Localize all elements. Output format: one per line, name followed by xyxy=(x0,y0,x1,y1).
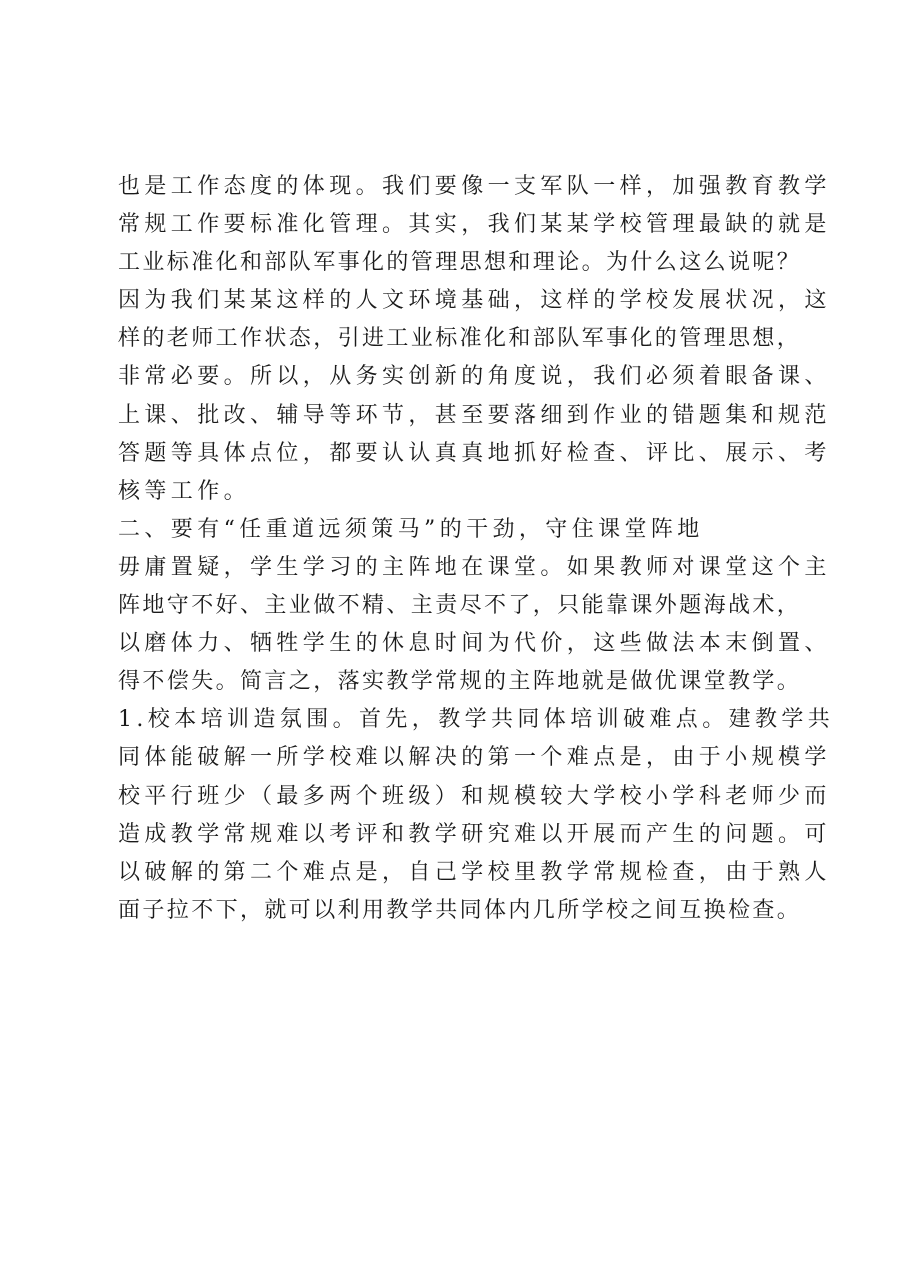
text-line: 得不偿失。简言之，落实教学常规的主阵地就是做优课堂教学。 xyxy=(118,669,802,695)
text-line: 因为我们某某这样的人文环境基础，这样的学校发展状况，这 xyxy=(118,288,831,314)
text-line: 毋庸置疑，学生学习的主阵地在课堂。如果教师对课堂这个主 xyxy=(118,554,831,580)
text-line: 答题等具体点位，都要认认真真地抓好检查、评比、展示、考 xyxy=(118,440,831,466)
text-line: 阵地守不好、主业做不精、主责尽不了，只能靠课外题海战术， xyxy=(118,593,802,619)
text-line: 造成教学常规难以考评和教学研究难以开展而产生的问题。可 xyxy=(118,821,831,847)
text-line: 非常必要。所以，从务实创新的角度说，我们必须着眼备课、 xyxy=(118,364,831,390)
text-line: 也是工作态度的体现。我们要像一支军队一样，加强教育教学 xyxy=(118,174,831,199)
text-line: 上课、批改、辅导等环节，甚至要落细到作业的错题集和规范 xyxy=(118,402,831,428)
text-line: 同体能破解一所学校难以解决的第一个难点是，由于小规模学 xyxy=(118,745,831,771)
text-line: 样的老师工作状态，引进工业标准化和部队军事化的管理思想， xyxy=(118,326,802,352)
text-line: 以磨体力、牺牲学生的休息时间为代价，这些做法本末倒置、 xyxy=(118,631,831,657)
text-line: 工业标准化和部队军事化的管理思想和理论。为什么这么说呢？ xyxy=(118,250,802,276)
section-heading: 二、要有“任重道远须策马”的干劲，守住课堂阵地 xyxy=(118,516,704,542)
text-line: 面子拉不下，就可以利用教学共同体内几所学校之间互换检查。 xyxy=(118,897,802,923)
subsection-line: 1.校本培训造氛围。首先，教学共同体培训破难点。建教学共 xyxy=(118,707,835,733)
text-line: 以破解的第二个难点是，自己学校里教学常规检查，由于熟人 xyxy=(118,859,831,885)
text-line: 校平行班少（最多两个班级）和规模较大学校小学科老师少而 xyxy=(118,783,831,809)
text-line: 核等工作。 xyxy=(118,478,251,504)
text-line: 常规工作要标准化管理。其实，我们某某学校管理最缺的就是 xyxy=(118,212,831,238)
body-text xyxy=(118,168,838,930)
